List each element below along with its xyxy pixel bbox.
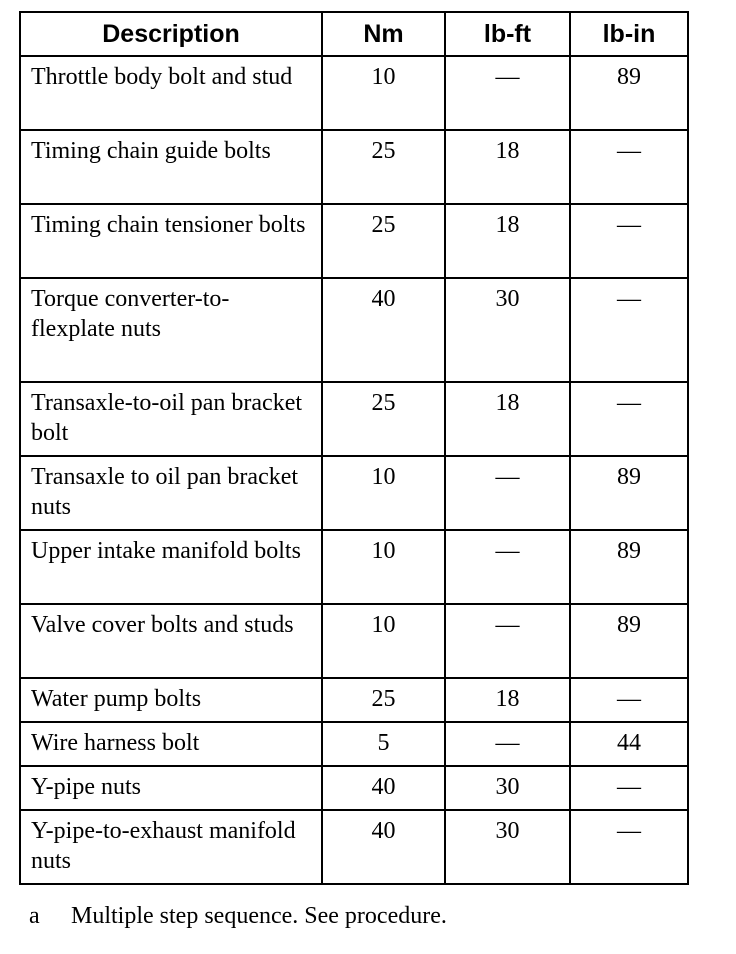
- lb-ft-cell: [445, 678, 570, 722]
- description-cell: [20, 382, 322, 456]
- description-cell-value: Upper intake manifold bolts: [31, 538, 301, 564]
- nm-cell-value: 40: [371, 774, 396, 800]
- lb-in-cell: [570, 56, 688, 130]
- table-row: [20, 678, 688, 722]
- lb-in-cell-value: 89: [617, 538, 641, 564]
- footnote-text: Multiple step sequence. See procedure.: [71, 903, 447, 929]
- description-cell: [20, 766, 322, 810]
- lb-ft-cell-value: 18: [495, 212, 520, 238]
- lb-ft-cell: [445, 766, 570, 810]
- description-cell-value: Transaxle to oil pan bracket nuts: [31, 464, 299, 520]
- footnote: [29, 903, 447, 930]
- lb-in-cell: [570, 722, 688, 766]
- description-cell-value: Y-pipe-to-exhaust manifold nuts: [31, 818, 296, 874]
- footnote-marker: a: [29, 903, 40, 929]
- nm-cell: [322, 810, 445, 884]
- nm-cell-value: 25: [371, 212, 396, 238]
- table-row: [20, 204, 688, 278]
- lb-ft-cell-value: 30: [495, 286, 520, 312]
- lb-in-cell-value: —: [617, 390, 641, 416]
- lb-ft-cell: [445, 56, 570, 130]
- lb-in-cell: [570, 678, 688, 722]
- lb-in-cell: [570, 204, 688, 278]
- description-cell: [20, 278, 322, 382]
- lb-in-cell: [570, 278, 688, 382]
- description-cell-value: Water pump bolts: [31, 686, 202, 712]
- description-cell: [20, 130, 322, 204]
- nm-cell: [322, 678, 445, 722]
- lb-ft-cell-value: —: [495, 730, 520, 756]
- lb-in-cell-value: 89: [617, 612, 641, 638]
- table-row: [20, 56, 688, 130]
- nm-cell-value: 10: [371, 538, 396, 564]
- lb-in-cell-value: —: [617, 686, 641, 712]
- lb-ft-cell: [445, 604, 570, 678]
- nm-cell: [322, 130, 445, 204]
- table-row: [20, 130, 688, 204]
- table-header-row: [20, 12, 688, 56]
- nm-cell-value: 25: [371, 686, 396, 712]
- table-row: [20, 530, 688, 604]
- description-cell-value: Timing chain guide bolts: [31, 138, 271, 164]
- lb-in-cell-value: —: [617, 774, 641, 800]
- table-row: [20, 604, 688, 678]
- lb-in-cell: [570, 382, 688, 456]
- description-cell: [20, 56, 322, 130]
- lb-ft-cell-value: 30: [495, 818, 520, 844]
- nm-cell: [322, 766, 445, 810]
- nm-cell-value: 40: [371, 286, 396, 312]
- lb-ft-cell: [445, 722, 570, 766]
- lb-ft-cell: [445, 382, 570, 456]
- description-cell-value: Throttle body bolt and stud: [31, 64, 293, 90]
- table-row: [20, 382, 688, 456]
- lb-in-cell-value: 89: [617, 64, 641, 90]
- description-cell: [20, 678, 322, 722]
- lb-in-cell-value: —: [617, 818, 641, 844]
- lb-ft-cell-value: 18: [495, 138, 520, 164]
- lb-in-cell-value: 89: [617, 464, 641, 490]
- nm-cell-value: 40: [371, 818, 396, 844]
- description-cell: [20, 722, 322, 766]
- lb-in-cell: [570, 766, 688, 810]
- description-cell-value: Timing chain tensioner bolts: [31, 212, 306, 238]
- lb-ft-cell-value: —: [495, 612, 520, 638]
- nm-cell: [322, 278, 445, 382]
- table-row: [20, 278, 688, 382]
- lb-in-cell-value: 44: [617, 730, 641, 756]
- table-row: [20, 722, 688, 766]
- nm-cell: [322, 722, 445, 766]
- nm-cell-value: 25: [371, 138, 396, 164]
- description-cell-value: Y-pipe nuts: [31, 774, 141, 800]
- table-row: [20, 456, 688, 530]
- header-lb-in: lb-in: [570, 12, 688, 56]
- lb-ft-cell: [445, 530, 570, 604]
- description-cell-value: Torque converter-to-flexplate nuts: [31, 286, 230, 342]
- table-row: [20, 766, 688, 810]
- lb-ft-cell-value: 18: [495, 390, 520, 416]
- nm-cell: [322, 456, 445, 530]
- description-cell-value: Wire harness bolt: [31, 730, 200, 756]
- lb-ft-cell-value: —: [495, 538, 520, 564]
- nm-cell: [322, 382, 445, 456]
- description-cell-value: Valve cover bolts and studs: [31, 612, 294, 638]
- description-cell-value: Transaxle-to-oil pan bracket bolt: [31, 390, 303, 446]
- torque-spec-table: [19, 11, 689, 885]
- header-description: Description: [20, 12, 322, 56]
- lb-ft-cell: [445, 810, 570, 884]
- lb-ft-cell-value: —: [495, 64, 520, 90]
- nm-cell: [322, 56, 445, 130]
- lb-in-cell: [570, 604, 688, 678]
- nm-cell: [322, 204, 445, 278]
- nm-cell: [322, 530, 445, 604]
- lb-in-cell: [570, 456, 688, 530]
- description-cell: [20, 456, 322, 530]
- lb-ft-cell-value: —: [495, 464, 520, 490]
- lb-in-cell: [570, 530, 688, 604]
- lb-ft-cell: [445, 456, 570, 530]
- lb-ft-cell-value: 18: [495, 686, 520, 712]
- lb-ft-cell: [445, 204, 570, 278]
- description-cell: [20, 604, 322, 678]
- table-row: [20, 810, 688, 884]
- nm-cell-value: 10: [371, 464, 396, 490]
- header-nm: Nm: [322, 12, 445, 56]
- nm-cell: [322, 604, 445, 678]
- header-lb-ft: lb-ft: [445, 12, 570, 56]
- description-cell: [20, 204, 322, 278]
- lb-in-cell-value: —: [617, 286, 641, 312]
- description-cell: [20, 810, 322, 884]
- lb-ft-cell-value: 30: [495, 774, 520, 800]
- lb-ft-cell: [445, 278, 570, 382]
- lb-in-cell-value: —: [617, 138, 641, 164]
- description-cell: [20, 530, 322, 604]
- lb-in-cell: [570, 810, 688, 884]
- lb-in-cell: [570, 130, 688, 204]
- nm-cell-value: 25: [371, 390, 396, 416]
- nm-cell-value: 5: [377, 730, 390, 756]
- lb-in-cell-value: —: [617, 212, 641, 238]
- nm-cell-value: 10: [371, 64, 396, 90]
- lb-ft-cell: [445, 130, 570, 204]
- nm-cell-value: 10: [371, 612, 396, 638]
